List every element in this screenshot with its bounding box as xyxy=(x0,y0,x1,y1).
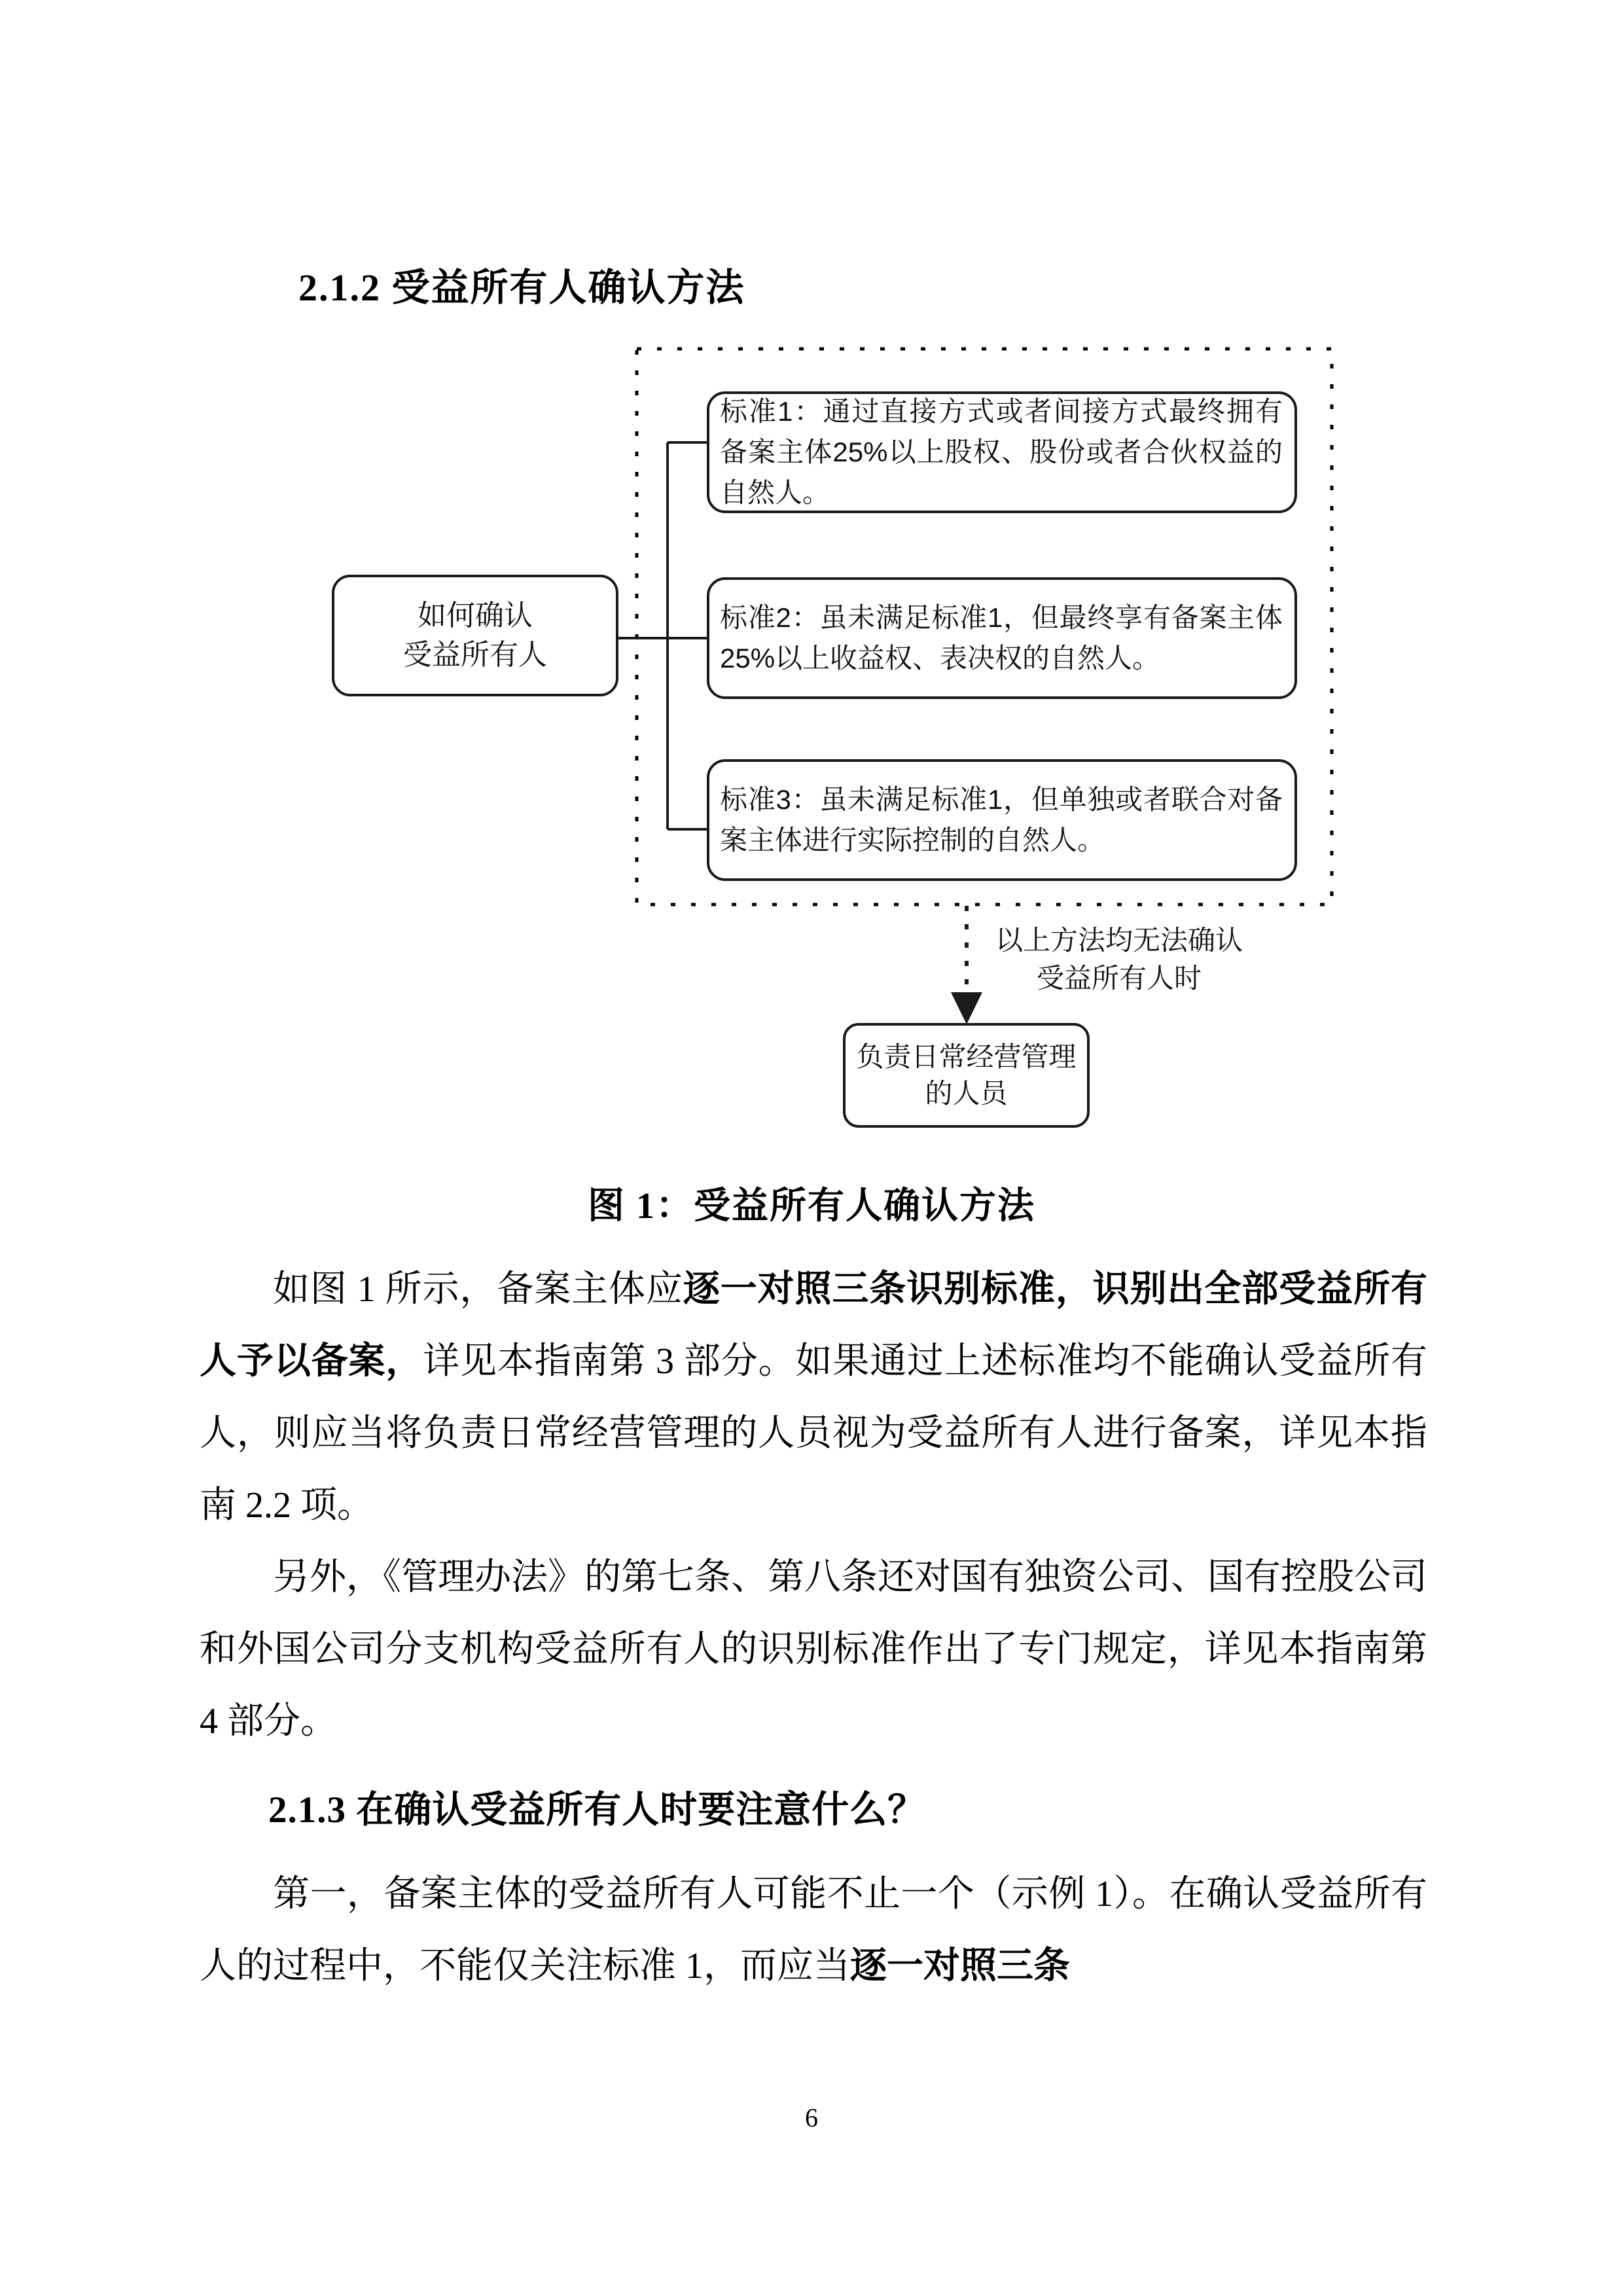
figure-caption: 图 1：受益所有人确认方法 xyxy=(588,1186,1035,1227)
node-label: 标准1：通过直接方式或者间接方式最终拥有备案主体25%以上股权、股份或者合伙权益的自然人。 xyxy=(720,396,1283,508)
text-run: 详见本指南第 3 部分。如果通过上述标准均不能确认受益所有人，则应当将负责日常经营管理的人员视为受益所有人进行备案，详见本指南 2.2 项。 xyxy=(200,1341,1428,1526)
bold-text-run: 逐一对照三条 xyxy=(850,1946,1070,1986)
paragraph xyxy=(200,1858,1427,2002)
flowchart-node-how-to-confirm xyxy=(332,575,618,696)
node-label: 标准3：虽未满足标准1，但单独或者联合对备案主体进行实际控制的自然人。 xyxy=(720,784,1283,855)
body-text xyxy=(200,1253,1427,2002)
node-label: 标准2：虽未满足标准1，但最终享有备案主体25%以上收益权、表决权的自然人。 xyxy=(720,602,1283,673)
node-label-line: 负责日常经营管理 xyxy=(856,1041,1077,1072)
text-run: 如图 1 所示，备案主体应 xyxy=(273,1269,683,1310)
fallback-arrow-label-line: 受益所有人时 xyxy=(1036,963,1202,994)
bold-text-run: 2.1.3 在确认受益所有人时要注意什么？ xyxy=(268,1789,926,1831)
section-heading-2-1-2: 2.1.2 受益所有人确认方法 xyxy=(298,266,745,309)
fallback-arrow-label xyxy=(988,922,1250,997)
fallback-arrow-label-line: 以上方法均无法确认 xyxy=(995,925,1243,956)
flowchart-node-criterion-1 xyxy=(707,391,1297,513)
flowchart-node-criterion-2 xyxy=(707,577,1297,699)
arrow-head-icon xyxy=(951,992,982,1024)
paragraph xyxy=(200,1541,1427,1757)
node-label-line: 的人员 xyxy=(925,1078,1008,1109)
text-run: 另外，《管理办法》的第七条、第八条还对国有独资公司、国有控股公司和外国公司分支机构受益所有人的识别标准作出了专门规定，详见本指南第 4 部分。 xyxy=(200,1557,1427,1742)
section-heading-2-1-3 xyxy=(200,1774,1427,1846)
node-label-line: 受益所有人 xyxy=(403,639,547,671)
text-run: 第一，备案主体的受益所有人可能不止一个（示例 1）。在确认受益所有人的过程中，不能仅关注标准 1，而应当 xyxy=(200,1874,1427,1986)
node-label-line: 如何确认 xyxy=(418,600,533,632)
paragraph xyxy=(200,1253,1427,1541)
bold-text-run: 逐一对照三条识别标准，识别出全部受益所有人予以备案， xyxy=(200,1269,1428,1382)
flowchart-node-daily-manager xyxy=(843,1023,1090,1128)
page-number: 6 xyxy=(805,2103,818,2132)
flowchart-node-criterion-3 xyxy=(707,759,1297,881)
